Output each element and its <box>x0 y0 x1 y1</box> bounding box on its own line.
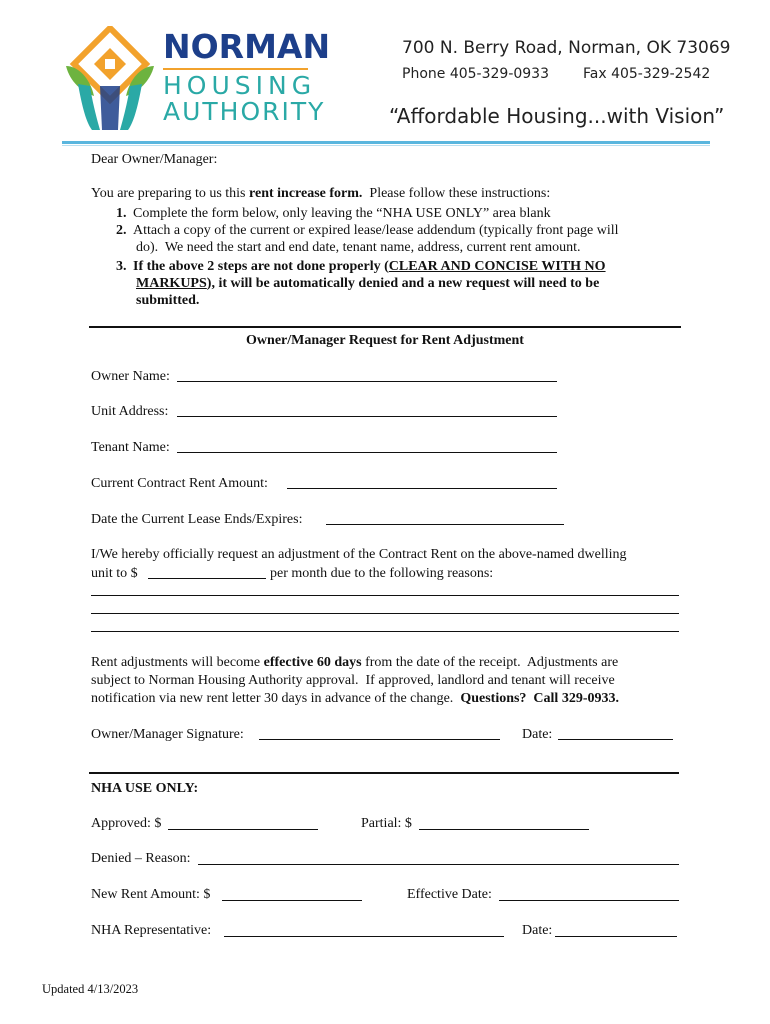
signature-label: Owner/Manager Signature: <box>91 727 244 742</box>
logo-name-authority: AUTHORITY <box>163 97 326 126</box>
step-1 <box>116 205 551 222</box>
header-tagline: “Affordable Housing...with Vision” <box>389 104 725 128</box>
partial-label: Partial: $ <box>361 816 412 831</box>
step-3-line3: submitted. <box>136 293 200 308</box>
notice-text-d: notification via new rent letter 30 days in advance of the change. <box>91 691 461 706</box>
header-rule-shadow <box>62 145 710 146</box>
intro-text-bold: rent increase form. <box>249 186 363 201</box>
logo-divider <box>163 68 308 70</box>
current-rent-label: Current Contract Rent Amount: <box>91 476 268 491</box>
intro-text-c: Please follow these instructions: <box>362 186 551 201</box>
new-rent-amount-field[interactable] <box>148 578 266 579</box>
step-3-number: 3. <box>116 259 127 274</box>
notice-questions: Questions? Call 329-0933. <box>460 691 619 706</box>
denied-label: Denied – Reason: <box>91 851 191 866</box>
house-logo-icon <box>60 26 160 134</box>
intro-text-a: You are preparing to us this <box>91 186 250 201</box>
reasons-line-1[interactable] <box>91 595 679 596</box>
notice-line3 <box>91 690 619 707</box>
notice-line2: subject to Norman Housing Authority approval. If approved, landlord and tenant will receive <box>91 673 615 688</box>
step-2 <box>116 222 619 239</box>
signature-date-field[interactable] <box>558 739 673 740</box>
lease-ends-label: Date the Current Lease Ends/Expires: <box>91 512 303 527</box>
step-3-text-underlined: CLEAR AND CONCISE WITH NO <box>388 259 606 274</box>
tenant-name-field[interactable] <box>177 452 557 453</box>
nha-title: NHA USE ONLY: <box>91 781 199 796</box>
signature-date-label: Date: <box>522 727 553 742</box>
step-3 <box>116 258 606 275</box>
unit-address-label: Unit Address: <box>91 404 169 419</box>
representative-label: NHA Representative: <box>91 923 212 938</box>
step-2-number: 2. <box>116 223 127 238</box>
step-3-line2 <box>136 275 599 292</box>
nha-date-field[interactable] <box>555 936 677 937</box>
representative-field[interactable] <box>224 936 504 937</box>
logo-name-housing: HOUSING <box>163 71 317 100</box>
step-3-text-a: If the above 2 steps are not done properly ( <box>133 259 389 274</box>
new-rent-label: New Rent Amount: $ <box>91 887 211 902</box>
partial-field[interactable] <box>419 829 589 830</box>
notice-text-a: Rent adjustments will become <box>91 655 264 670</box>
denied-reason-field[interactable] <box>198 864 679 865</box>
current-rent-field[interactable] <box>287 488 557 489</box>
lease-ends-field[interactable] <box>326 524 564 525</box>
approved-field[interactable] <box>168 829 318 830</box>
greeting: Dear Owner/Manager: <box>91 152 218 167</box>
step-1-number: 1. <box>116 206 127 221</box>
owner-name-field[interactable] <box>177 381 557 382</box>
new-rent-field[interactable] <box>222 900 362 901</box>
effective-date-label: Effective Date: <box>407 887 492 902</box>
step-3-text-b: ), it will be automatically denied and a new request will need to be <box>206 276 600 291</box>
form-title: Owner/Manager Request for Rent Adjustment <box>246 333 524 348</box>
notice-text-c: from the date of the receipt. Adjustments are <box>361 655 619 670</box>
instructions-intro <box>91 185 550 202</box>
unit-address-field[interactable] <box>177 416 557 417</box>
step-1-text: Complete the form below, only leaving the “NHA USE ONLY” area blank <box>133 206 551 221</box>
notice-effective: effective 60 days <box>263 655 362 670</box>
signature-field[interactable] <box>259 739 500 740</box>
owner-name-label: Owner Name: <box>91 369 170 384</box>
request-line1: I/We hereby officially request an adjustment of the Contract Rent on the above-named dwelling <box>91 547 627 562</box>
nha-date-label: Date: <box>522 923 553 938</box>
step-2-text-line1: Attach a copy of the current or expired lease/lease addendum (typically front page will <box>133 223 619 238</box>
header-address: 700 N. Berry Road, Norman, OK 73069 <box>402 38 731 58</box>
notice-line1 <box>91 654 618 671</box>
effective-date-field[interactable] <box>499 900 679 901</box>
form-top-rule <box>89 326 681 328</box>
header-rule <box>62 141 710 144</box>
approved-label: Approved: $ <box>91 816 162 831</box>
updated-date: Updated 4/13/2023 <box>42 982 139 996</box>
reasons-line-3[interactable] <box>91 631 679 632</box>
reasons-line-2[interactable] <box>91 613 679 614</box>
header-fax: Fax 405-329-2542 <box>583 66 711 82</box>
request-line2-b: per month due to the following reasons: <box>270 566 494 581</box>
logo-name-norman: NORMAN <box>163 27 331 66</box>
header-phone: Phone 405-329-0933 <box>402 66 549 82</box>
step-2-text-line2: do). We need the start and end date, tenant name, address, current rent amount. <box>136 240 581 255</box>
logo <box>60 26 331 134</box>
tenant-name-label: Tenant Name: <box>91 440 170 455</box>
step-3-markups: MARKUPS <box>136 276 207 291</box>
request-line2-a: unit to $ <box>91 566 138 581</box>
nha-top-rule <box>89 772 679 774</box>
